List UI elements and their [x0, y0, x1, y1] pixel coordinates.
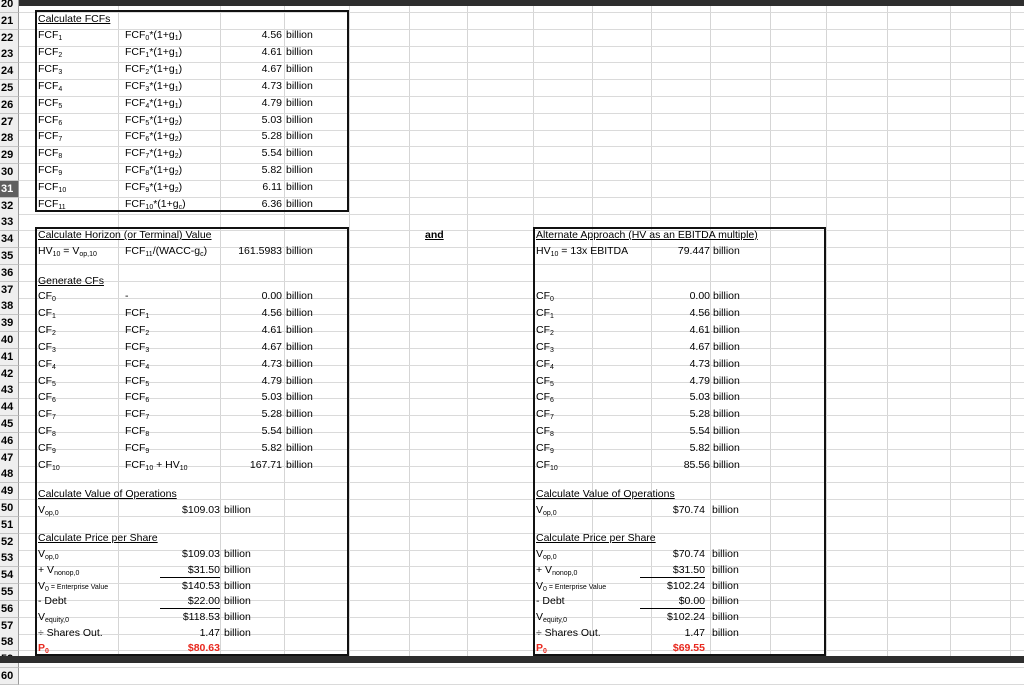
fcf-label: $FCF_6$ — [38, 113, 63, 127]
row-header-42[interactable]: 42 — [0, 366, 19, 383]
alt-hv-label: $HV_{10} = 13x$ EBITDA — [536, 245, 629, 258]
alt-cf-label: $CF_{10}$ — [536, 459, 558, 472]
fcf-value: 5.03 — [261, 113, 282, 126]
vop-left-unit: billion — [224, 504, 251, 516]
cf-label: $CF_3$ — [38, 340, 56, 354]
alt-cf-value: 4.79 — [689, 374, 710, 387]
fcf-value: 4.61 — [261, 45, 282, 58]
cf-formula: $FCF_{10} + HV_{10}$ — [125, 459, 188, 472]
alt-cf-label: $CF_1$ — [536, 306, 554, 320]
cf-value: 4.73 — [261, 357, 282, 370]
cf-unit: billion — [286, 323, 313, 336]
cf-label: $CF_1$ — [38, 306, 56, 320]
cf-unit: billion — [286, 374, 313, 387]
fcf-label: $FCF_3$ — [38, 62, 63, 76]
row-header-22[interactable]: 22 — [0, 30, 19, 47]
vop-left-value: $109.03 — [182, 504, 220, 516]
cf-value: 5.82 — [261, 442, 282, 455]
row-header-47[interactable]: 47 — [0, 450, 19, 467]
fcf-label: $FCF_9$ — [38, 164, 63, 178]
row-header-57[interactable]: 57 — [0, 618, 19, 635]
price-row-unit: billion — [712, 595, 739, 608]
cf-formula: $FCF_6$ — [125, 391, 150, 405]
price-row-value: $70.74 — [672, 548, 705, 560]
alt-vop-unit: billion — [712, 504, 739, 516]
cf-unit: billion — [286, 306, 313, 319]
alt-cf-value: 4.56 — [689, 306, 710, 319]
alt-cf-label: $CF_4$ — [536, 357, 554, 371]
alt-cf-label: $CF_5$ — [536, 374, 554, 388]
hv-value: 161.5983 — [238, 245, 282, 257]
row-header-40[interactable]: 40 — [0, 332, 19, 349]
alt-hv-value: 79.447 — [677, 245, 710, 257]
fcf-label: $FCF_{11}$ — [38, 198, 66, 211]
fcf-value: 5.54 — [261, 147, 282, 160]
price-row-label: $V_{op,0}$ — [38, 548, 59, 561]
row-header-46[interactable]: 46 — [0, 433, 19, 450]
price-left-value: $80.63 — [187, 642, 220, 654]
alt-cf-unit: billion — [713, 340, 740, 353]
price-row-value: 1.47 — [199, 627, 220, 639]
price-row-label: $V_{op,0}$ — [536, 548, 557, 561]
alt-cf-unit: billion — [713, 306, 740, 319]
cf-value: 167.71 — [249, 459, 282, 471]
alt-cf-label: $CF_9$ — [536, 442, 554, 456]
cf-unit: billion — [286, 425, 313, 438]
alt-cf-label: $CF_2$ — [536, 323, 554, 337]
fcf-value: 4.73 — [261, 79, 282, 92]
row-header-32[interactable]: 32 — [0, 198, 19, 215]
cf-formula: - — [125, 290, 129, 302]
alt-price-title: Calculate Price per Share — [536, 532, 656, 544]
hv-formula: $FCF_{11}/(WACC-g_c)$ — [125, 245, 208, 258]
alt-cf-value: 5.28 — [689, 408, 710, 421]
price-row-value: $109.03 — [182, 548, 220, 560]
alt-vop-label: $V_{op,0}$ — [536, 504, 557, 517]
vop-left-title: Calculate Value of Operations — [38, 488, 177, 500]
alt-cf-unit: billion — [713, 425, 740, 438]
fcf-formula: $FCF_5*(1+g_2)$ — [125, 113, 183, 127]
top-toolbar-edge — [0, 0, 1024, 6]
alt-cf-unit: billion — [713, 408, 740, 421]
price-row-label: $V_0$ = Enterprise Value — [38, 579, 109, 593]
alt-vop-value: $70.74 — [672, 504, 705, 516]
row-header-50[interactable]: 50 — [0, 500, 19, 517]
alt-cf-label: $CF_7$ — [536, 408, 554, 422]
price-row-unit: billion — [224, 627, 251, 639]
price-row-label: $V_0$ = Enterprise Value — [536, 579, 607, 593]
cf-label: $CF_4$ — [38, 357, 56, 371]
cf-label: $CF_2$ — [38, 323, 56, 337]
fcf-unit: billion — [286, 96, 313, 109]
row-header-24[interactable]: 24 — [0, 63, 19, 80]
alt-cf-unit: billion — [713, 459, 740, 471]
fcf-unit: billion — [286, 198, 313, 210]
fcf-value: 5.82 — [261, 164, 282, 177]
price-row-unit: billion — [712, 611, 739, 624]
row-header-39[interactable]: 39 — [0, 315, 19, 332]
row-header-34[interactable]: 34 — [0, 231, 19, 248]
cf-value: 4.56 — [261, 306, 282, 319]
alt-cf-value: 85.56 — [683, 459, 710, 471]
fcf-unit: billion — [286, 62, 313, 75]
hv-label: $HV_{10} = V_{op,10}$ — [38, 245, 97, 258]
cf-label: $CF_0$ — [38, 290, 56, 303]
price-row-value: $102.24 — [667, 579, 705, 592]
alt-cf-label: $CF_3$ — [536, 340, 554, 354]
cf-label: $CF_9$ — [38, 442, 56, 456]
fcf-label: $FCF_1$ — [38, 29, 63, 42]
price-row-label: + $V_{nonop,0}$ — [536, 563, 578, 577]
price-row-label: - Debt — [38, 595, 67, 608]
price-row-label: $V_{equity,0}$ — [38, 611, 70, 625]
price-row-value: $102.24 — [667, 611, 705, 624]
price-row-unit: billion — [712, 563, 739, 576]
cf-formula: $FCF_8$ — [125, 425, 150, 439]
row-header-51[interactable]: 51 — [0, 517, 19, 534]
fcf-formula: $FCF_{10}*(1+g_c)$ — [125, 198, 186, 211]
row-header-20[interactable]: 20 — [0, 0, 19, 13]
horizon-title: Calculate Horizon (or Terminal) Value — [38, 229, 212, 241]
row-header-54[interactable]: 54 — [0, 567, 19, 584]
fcf-label: $FCF_8$ — [38, 147, 63, 161]
hv-unit: billion — [286, 245, 313, 257]
alt-title: Alternate Approach (HV as an EBITDA multiple) — [536, 229, 758, 241]
cf-unit: billion — [286, 340, 313, 353]
fcf-unit: billion — [286, 29, 313, 41]
cf-formula: $FCF_7$ — [125, 408, 150, 422]
price-row-value: $22.00 — [160, 593, 220, 609]
fcf-label: $FCF_4$ — [38, 79, 63, 93]
fcf-unit: billion — [286, 181, 313, 194]
row-header-31[interactable]: 31 — [0, 181, 19, 198]
row-header-49[interactable]: 49 — [0, 483, 19, 500]
row-gridline — [19, 214, 1024, 215]
row-header-33[interactable]: 33 — [0, 214, 19, 231]
cf-formula: $FCF_3$ — [125, 340, 150, 354]
price-row-label: $V_{equity,0}$ — [536, 611, 568, 625]
price-row-value: $0.00 — [640, 593, 705, 609]
cf-value: 5.54 — [261, 425, 282, 438]
alt-cf-value: 5.82 — [689, 442, 710, 455]
fcf-unit: billion — [286, 130, 313, 143]
cf-label: $CF_6$ — [38, 391, 56, 405]
price-row-label: - Debt — [536, 595, 565, 608]
price-row-unit: billion — [224, 579, 251, 592]
price-row-value: $118.53 — [182, 611, 220, 624]
cf-label: $CF_5$ — [38, 374, 56, 388]
cf-value: 4.79 — [261, 374, 282, 387]
cf-label: $CF_{10}$ — [38, 459, 60, 472]
vop-left-label: $V_{op,0}$ — [38, 504, 59, 517]
price-row-unit: billion — [224, 563, 251, 576]
cf-unit: billion — [286, 290, 313, 302]
alt-cf-label: $CF_6$ — [536, 391, 554, 405]
alt-cf-unit: billion — [713, 323, 740, 336]
alt-cf-unit: billion — [713, 391, 740, 404]
row-header-60[interactable]: 60 — [0, 668, 19, 685]
cf-formula: $FCF_4$ — [125, 357, 150, 371]
and-label: and — [425, 229, 444, 241]
fcf-formula: $FCF_7*(1+g_2)$ — [125, 147, 183, 161]
row-header-53[interactable]: 53 — [0, 550, 19, 567]
cf-value: 4.67 — [261, 340, 282, 353]
row-header-36[interactable]: 36 — [0, 265, 19, 282]
fcf-unit: billion — [286, 164, 313, 177]
row-header-41[interactable]: 41 — [0, 349, 19, 366]
row-header-30[interactable]: 30 — [0, 164, 19, 181]
fcf-formula: $FCF_2*(1+g_1)$ — [125, 62, 183, 76]
cf-formula: $FCF_5$ — [125, 374, 150, 388]
row-header-45[interactable]: 45 — [0, 416, 19, 433]
cf-label: $CF_8$ — [38, 425, 56, 439]
fcf-value: 4.56 — [261, 29, 282, 41]
alt-cf-value: 0.00 — [689, 290, 710, 302]
row-gridline — [19, 667, 1024, 668]
cf-value: 5.28 — [261, 408, 282, 421]
alt-cf-value: 4.61 — [689, 323, 710, 336]
cf-formula: $FCF_2$ — [125, 323, 150, 337]
alt-cf-value: 5.03 — [689, 391, 710, 404]
row-header-48[interactable]: 48 — [0, 466, 19, 483]
alt-cf-unit: billion — [713, 290, 740, 302]
cf-unit: billion — [286, 391, 313, 404]
alt-price-value: $69.55 — [672, 642, 705, 654]
bottom-bar — [0, 656, 1024, 663]
price-row-label: ÷ Shares Out. — [536, 627, 601, 639]
fcf-section-title: Calculate FCFs — [38, 13, 111, 25]
cf-unit: billion — [286, 442, 313, 455]
fcf-formula: $FCF_1*(1+g_1)$ — [125, 45, 183, 59]
price-row-unit: billion — [224, 595, 251, 608]
row-header-52[interactable]: 52 — [0, 534, 19, 551]
row-header-29[interactable]: 29 — [0, 147, 19, 164]
alt-cf-unit: billion — [713, 442, 740, 455]
row-header-44[interactable]: 44 — [0, 399, 19, 416]
price-row-value: $31.50 — [640, 562, 705, 578]
fcf-label: $FCF_2$ — [38, 45, 63, 59]
fcf-formula: $FCF_3*(1+g_1)$ — [125, 79, 183, 93]
fcf-label: $FCF_5$ — [38, 96, 63, 110]
alt-cf-unit: billion — [713, 357, 740, 370]
cf-unit: billion — [286, 408, 313, 421]
row-header-25[interactable]: 25 — [0, 80, 19, 97]
price-row-unit: billion — [712, 579, 739, 592]
alt-cf-label: $CF_0$ — [536, 290, 554, 303]
price-row-value: 1.47 — [684, 627, 705, 639]
row-header-37[interactable]: 37 — [0, 282, 19, 299]
fcf-formula: $FCF_9*(1+g_2)$ — [125, 181, 183, 195]
price-row-unit: billion — [712, 627, 739, 639]
row-header-56[interactable]: 56 — [0, 601, 19, 618]
fcf-value: 4.79 — [261, 96, 282, 109]
cf-formula: $FCF_1$ — [125, 306, 150, 320]
cf-value: 4.61 — [261, 323, 282, 336]
alt-vop-title: Calculate Value of Operations — [536, 488, 675, 500]
alt-cf-value: 5.54 — [689, 425, 710, 438]
row-header-26[interactable]: 26 — [0, 97, 19, 114]
fcf-unit: billion — [286, 113, 313, 126]
cf-formula: $FCF_9$ — [125, 442, 150, 456]
price-left-p-label: $P_0$ — [38, 642, 49, 655]
fcf-formula: $FCF_0*(1+g_1)$ — [125, 29, 183, 42]
row-header-27[interactable]: 27 — [0, 114, 19, 131]
cf-unit: billion — [286, 459, 313, 471]
fcf-formula: $FCF_4*(1+g_1)$ — [125, 96, 183, 110]
price-row-unit: billion — [224, 548, 251, 560]
row-header-21[interactable]: 21 — [0, 13, 19, 30]
price-row-value: $31.50 — [160, 562, 220, 578]
row-header-38[interactable]: 38 — [0, 298, 19, 315]
price-row-label: ÷ Shares Out. — [38, 627, 103, 639]
row-header-28[interactable]: 28 — [0, 130, 19, 147]
cf-value: 5.03 — [261, 391, 282, 404]
alt-cf-value: 4.73 — [689, 357, 710, 370]
fcf-value: 6.36 — [261, 198, 282, 210]
fcf-label: $FCF_{10}$ — [38, 181, 67, 195]
fcf-value: 4.67 — [261, 62, 282, 75]
fcf-unit: billion — [286, 79, 313, 92]
row-header-35[interactable]: 35 — [0, 248, 19, 265]
fcf-unit: billion — [286, 147, 313, 160]
cf-unit: billion — [286, 357, 313, 370]
fcf-unit: billion — [286, 45, 313, 58]
price-row-label: + $V_{nonop,0}$ — [38, 563, 80, 577]
fcf-formula: $FCF_6*(1+g_2)$ — [125, 130, 183, 144]
row-header-58[interactable]: 58 — [0, 634, 19, 651]
cf-label: $CF_7$ — [38, 408, 56, 422]
alt-price-p-label: $P_0$ — [536, 642, 547, 655]
price-row-unit: billion — [712, 548, 739, 560]
alt-cf-label: $CF_8$ — [536, 425, 554, 439]
alt-cf-value: 4.67 — [689, 340, 710, 353]
price-row-value: $140.53 — [182, 579, 220, 592]
alt-hv-unit: billion — [713, 245, 740, 257]
fcf-formula: $FCF_8*(1+g_2)$ — [125, 164, 183, 178]
row-header-43[interactable]: 43 — [0, 382, 19, 399]
cf-value: 0.00 — [261, 290, 282, 302]
cf-section-title: Generate CFs — [38, 275, 104, 287]
fcf-value: 5.28 — [261, 130, 282, 143]
price-left-title: Calculate Price per Share — [38, 532, 158, 544]
row-header-55[interactable]: 55 — [0, 584, 19, 601]
alt-cf-unit: billion — [713, 374, 740, 387]
fcf-label: $FCF_7$ — [38, 130, 63, 144]
fcf-value: 6.11 — [262, 181, 282, 194]
price-row-unit: billion — [224, 611, 251, 624]
row-header-23[interactable]: 23 — [0, 46, 19, 63]
